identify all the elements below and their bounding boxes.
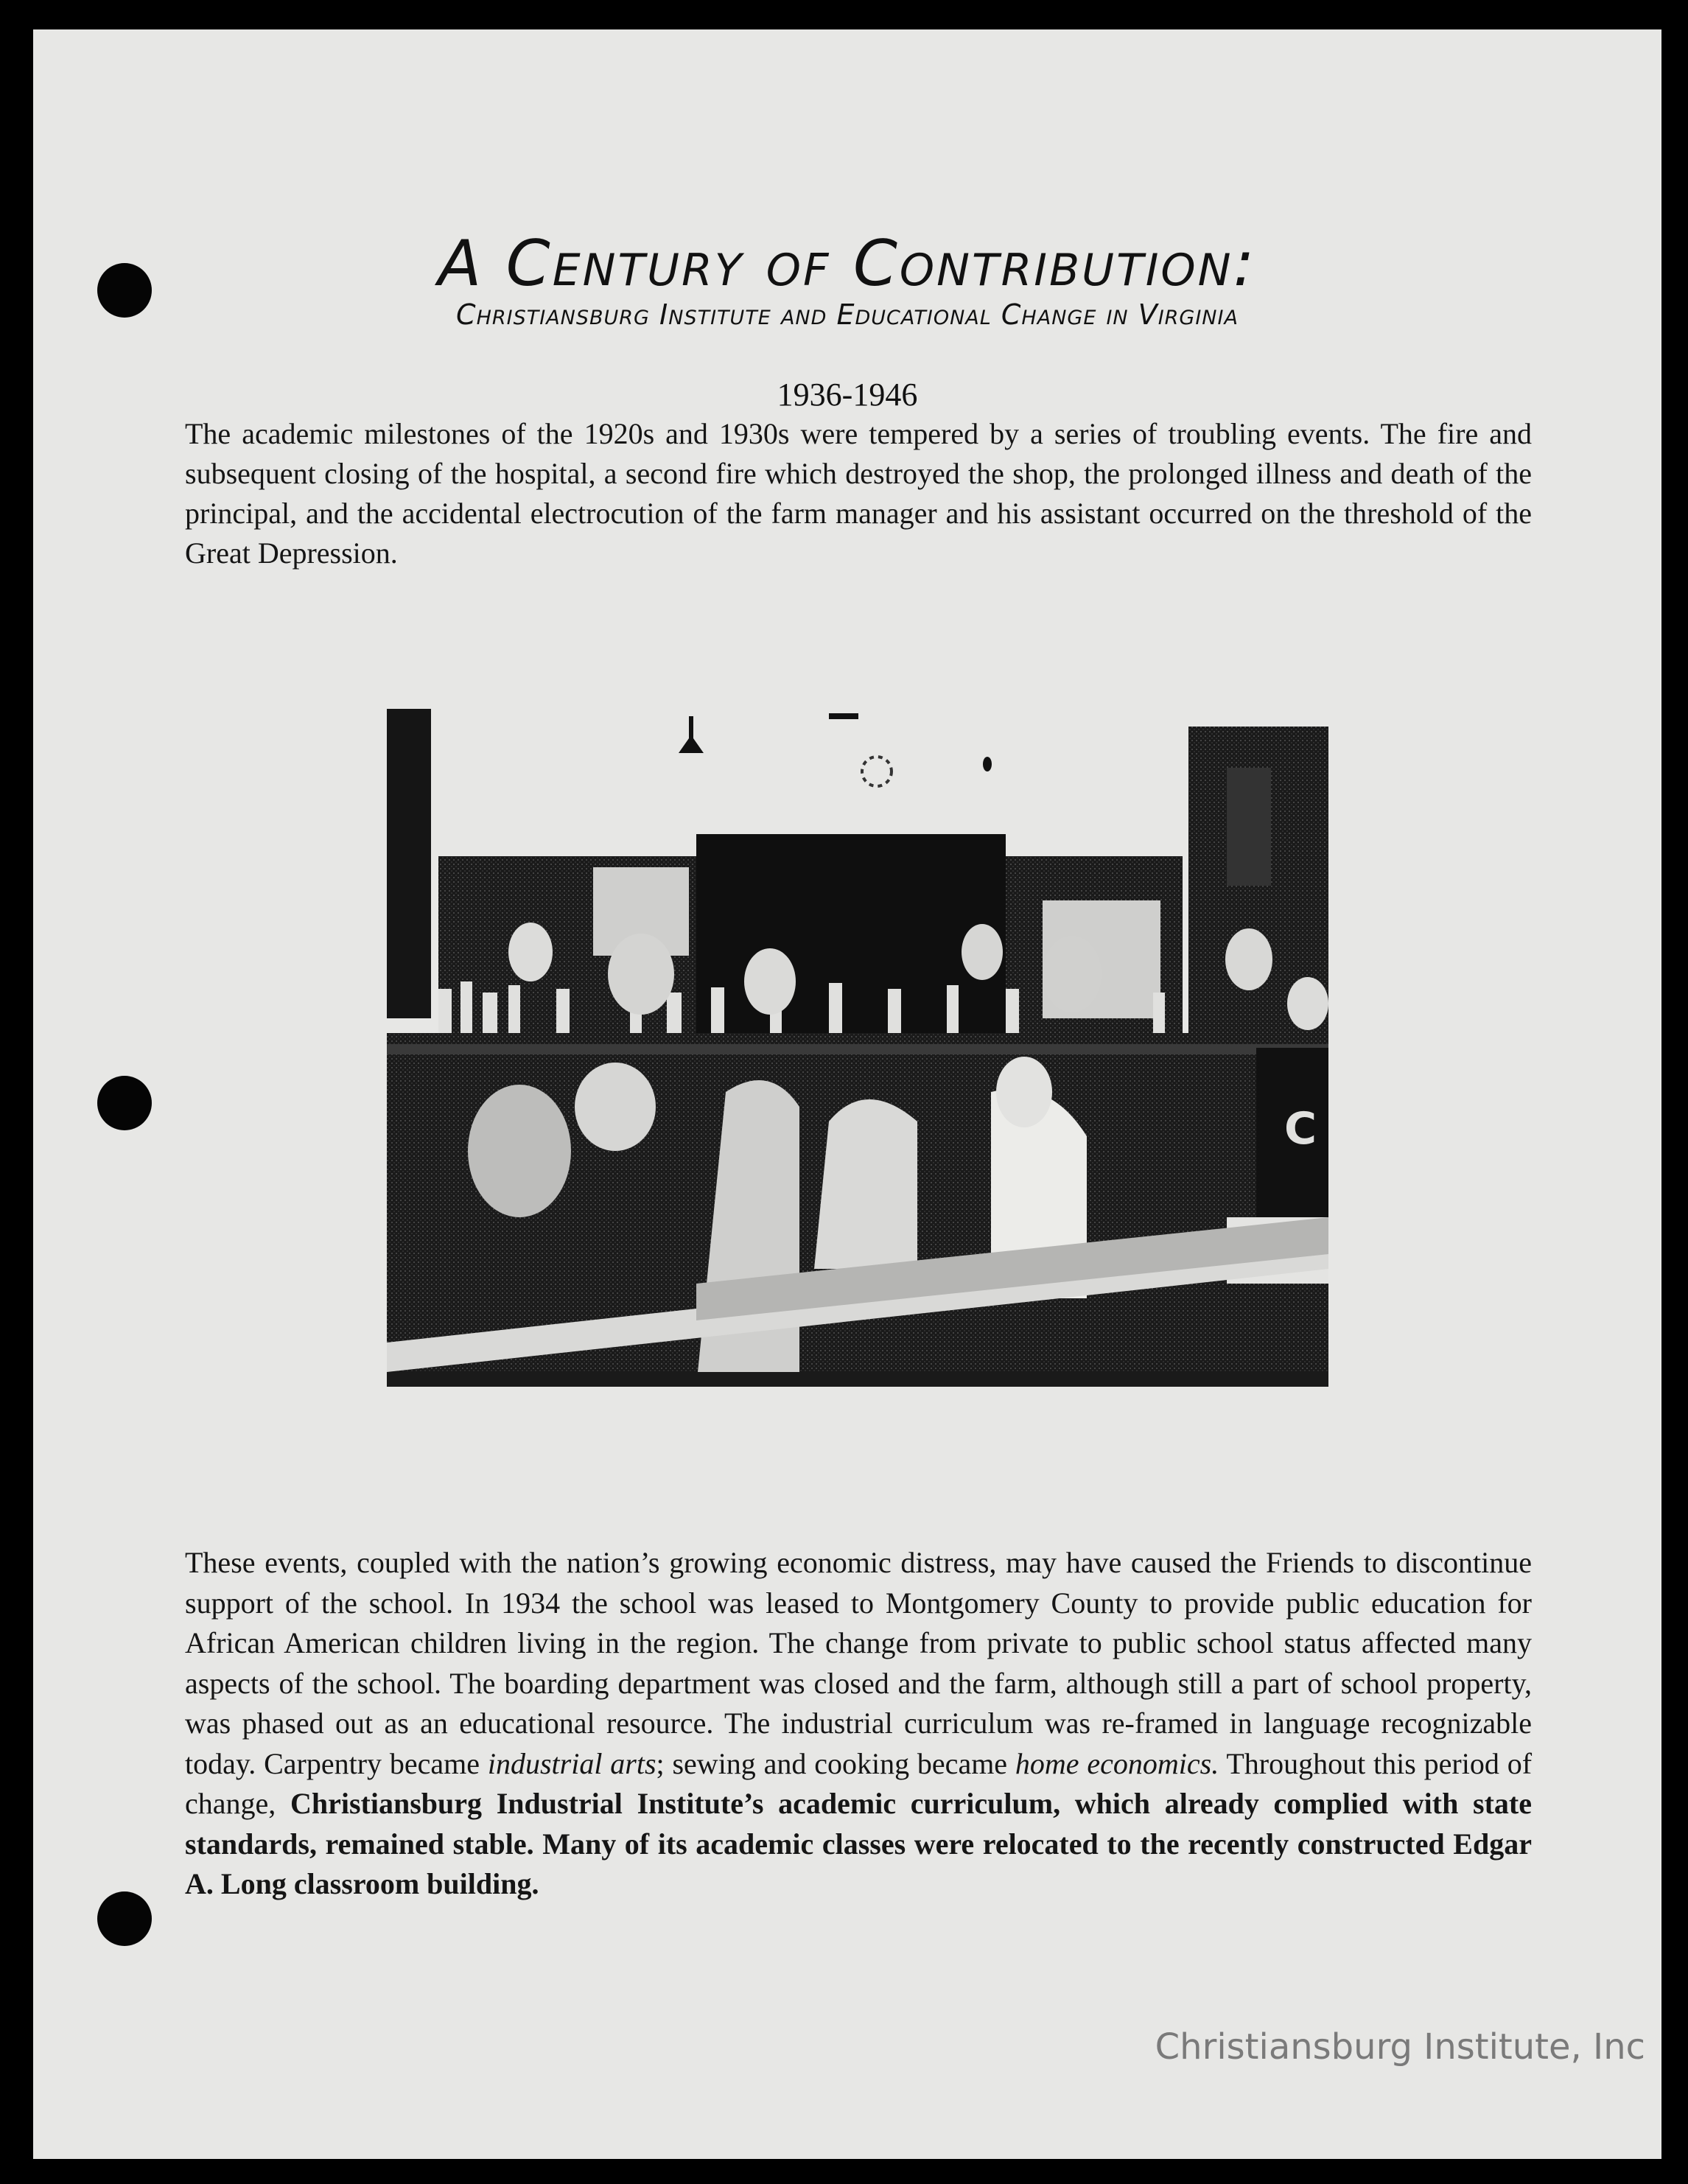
- intro-paragraph: The academic milestones of the 1920s and 1930s were tempered by a series of troubling events. The fire and subsequent closing of the hospital, a second fire which destroyed the shop, the prolonged illness and death of the principal, and the accidental electrocution of the farm manager and his assistant occurred on the threshold of the Great Depression.: [185, 417, 1532, 570]
- paragraph-text: Throughout this period of change,: [185, 1746, 1533, 1820]
- document-page: [33, 29, 1661, 2159]
- watermark-text: Christiansburg Institute, Inc: [1155, 2026, 1645, 2068]
- binder-hole-middle: [97, 1076, 152, 1130]
- historical-photo: [387, 709, 1328, 1387]
- photo-sweater-letter: C: [1284, 1103, 1317, 1155]
- paragraph-text: These events, coupled with the nation’s growing economic distress, may have caused the Friends to discontinue support of the school. In 1934 the school was leased to Montgomery County to provide public education for African American children living in the region. The change from private to public school status affected many aspects of the school. The boarding department was closed and the farm, although still a part of school property, was phased out as an educational resource. The industrial curriculum was re-framed in language recognizable today. Carpentry became: [185, 1546, 1532, 1780]
- page-title: A Century of Contribution:: [438, 227, 1257, 301]
- paragraph-text: ; sewing and cooking became: [656, 1746, 1015, 1780]
- italic-term-industrial-arts: industrial arts: [487, 1746, 656, 1780]
- period-heading: 1936-1946: [777, 377, 918, 413]
- main-paragraph: [185, 1543, 1532, 1905]
- italic-term-home-economics: home economics.: [1015, 1746, 1219, 1780]
- page-subtitle: Christiansburg Institute and Educational Change in Virginia: [456, 298, 1239, 331]
- bold-highlight: Christiansburg Industrial Institute’s academic curriculum, which already complied with state standards, remained stable. Many of its academic classes were relocated to the recently constructed Edgar A. Long classroom building.: [185, 1787, 1533, 1900]
- binder-hole-bottom: [97, 1891, 152, 1946]
